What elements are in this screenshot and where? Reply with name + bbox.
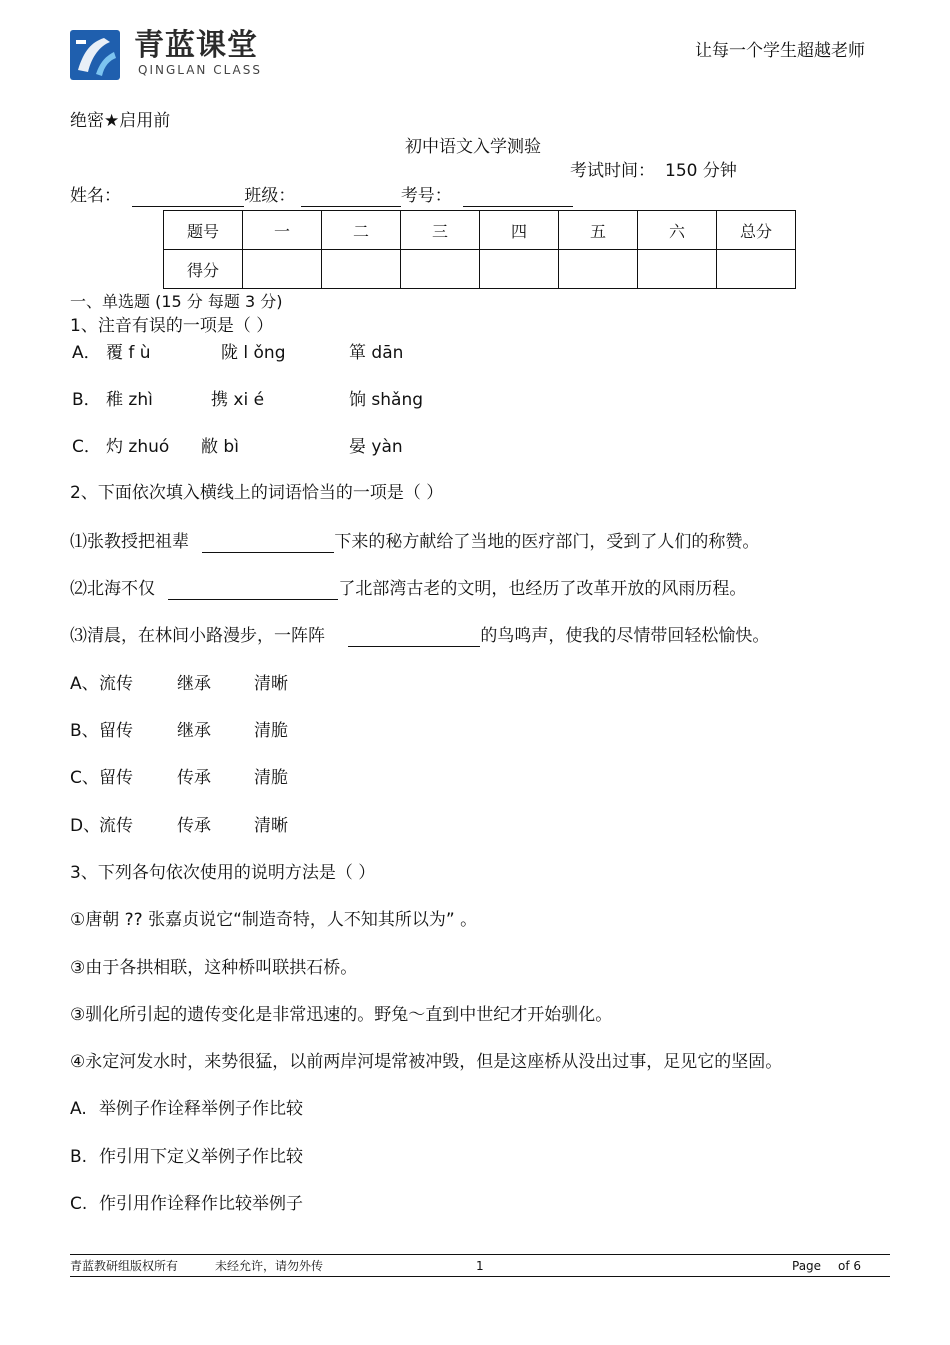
q2-blank-2[interactable]	[168, 583, 338, 600]
section-heading: 一、单选题 (15 分 每题 3 分)	[70, 292, 283, 311]
q2-option-a-label: A、	[70, 674, 99, 694]
q2-sentence-3	[70, 625, 769, 647]
q1-option-b-item: 携 xi é	[211, 390, 265, 410]
q3-option-c-text: 作引用作诠释作比较举例子	[99, 1194, 303, 1214]
brand-name-cn: 青蓝课堂	[134, 28, 258, 63]
q2-option-b-label: B、	[70, 721, 99, 741]
q3-option-b-label: B.	[70, 1147, 88, 1167]
class-field[interactable]	[301, 190, 401, 207]
q2-option-c-item: 传承	[177, 768, 211, 788]
footer-divider-bottom	[70, 1276, 890, 1277]
q2-s3-after: 的鸟鸣声，使我的尽情带回轻松愉快。	[480, 626, 770, 646]
q2-option-a-item: 流传	[99, 674, 133, 694]
student-info-row	[70, 185, 573, 207]
q1-option-b-item: 饷 shǎng	[349, 390, 424, 410]
q1-option-c-item: 灼 zhuó	[106, 437, 170, 457]
q2-option-b-item: 清脆	[254, 721, 288, 741]
score-row-label: 得分	[164, 250, 243, 289]
score-input-cell[interactable]	[243, 250, 322, 289]
q2-s1-after: 下来的秘方献给了当地的医疗部门，受到了人们的称赞。	[334, 532, 760, 552]
question-2-stem: 2、下面依次填入横线上的词语恰当的一项是（ ）	[70, 483, 444, 503]
score-table-score-row	[164, 250, 796, 289]
score-cell: 总分	[717, 211, 796, 250]
q3-option-a-label: A.	[70, 1099, 87, 1119]
q3-option-b-text: 作引用下定义举例子作比较	[99, 1147, 303, 1167]
footer-page-number: 1	[476, 1259, 484, 1273]
score-cell: 五	[559, 211, 638, 250]
q1-option-a-item: 覆 f ù	[106, 343, 151, 363]
footer-notice: 未经允许，请勿外传	[215, 1259, 324, 1273]
number-label: 考号：	[400, 186, 452, 206]
q2-option-c-item: 留传	[99, 768, 133, 788]
q2-s2-after: 了北部湾古老的文明，也经历了改革开放的风雨历程。	[338, 579, 747, 599]
q1-option-c-item: 敝 bì	[201, 437, 239, 457]
q2-sentence-2	[70, 578, 746, 600]
q3-sentence-3: ③驯化所引起的遗传变化是非常迅速的。野兔～直到中世纪才开始驯化。	[70, 1005, 613, 1025]
q1-option-b-item: 稚 zhì	[106, 390, 153, 410]
q3-sentence-1: ①唐朝 ?? 张嘉贞说它“制造奇特，人不知其所以为” 。	[70, 910, 478, 930]
q2-option-c-item: 清脆	[254, 768, 288, 788]
score-input-cell[interactable]	[717, 250, 796, 289]
footer-page-total: of 6	[838, 1259, 862, 1273]
number-field[interactable]	[463, 190, 573, 207]
score-input-cell[interactable]	[559, 250, 638, 289]
brand-logo-mark	[70, 30, 120, 80]
q1-option-c-label: C．	[72, 437, 101, 457]
q2-option-d-item: 清晰	[254, 816, 288, 836]
score-cell: 四	[480, 211, 559, 250]
name-label: 姓名：	[70, 186, 121, 206]
question-3-stem: 3、下列各句依次使用的说明方法是（ ）	[70, 863, 376, 883]
question-1-stem: 1、注音有误的一项是（ ）	[70, 316, 274, 336]
q1-option-a-item: 陇 l ǒng	[221, 343, 286, 363]
confidential-mark: 绝密★启用前	[70, 111, 171, 131]
q2-option-d-label: D、	[70, 816, 101, 836]
score-table-header-row	[164, 211, 796, 250]
q2-option-d-item: 流传	[99, 816, 133, 836]
q2-option-b-item: 留传	[99, 721, 133, 741]
score-input-cell[interactable]	[401, 250, 480, 289]
score-input-cell[interactable]	[638, 250, 717, 289]
q2-s1-before: ⑴张教授把祖辈	[70, 532, 189, 552]
footer-divider-top	[70, 1254, 890, 1255]
brand-name-en: QINGLAN CLASS	[138, 63, 263, 77]
exam-time-value: 150 分钟	[665, 161, 737, 181]
exam-time-label: 考试时间：	[570, 161, 655, 181]
score-cell: 二	[322, 211, 401, 250]
score-cell: 三	[401, 211, 480, 250]
q2-option-a-item: 清晰	[254, 674, 288, 694]
q2-option-b-item: 继承	[177, 721, 211, 741]
score-cell: 一	[243, 211, 322, 250]
q2-s2-before: ⑵北海不仅	[70, 579, 155, 599]
q3-option-c-label: C.	[70, 1194, 88, 1214]
score-input-cell[interactable]	[480, 250, 559, 289]
exam-title: 初中语文入学测验	[405, 137, 541, 157]
q1-option-a-label: A．	[72, 343, 101, 363]
score-input-cell[interactable]	[322, 250, 401, 289]
header-slogan: 让每一个学生超越老师	[695, 41, 865, 61]
q2-option-c-label: C、	[70, 768, 99, 788]
q2-option-d-item: 传承	[177, 816, 211, 836]
q2-s3-before: ⑶清晨，在林间小路漫步，一阵阵	[70, 626, 325, 646]
q3-sentence-4: ④永定河发水时，来势很猛，以前两岸河堤常被冲毁，但是这座桥从没出过事，足见它的坚固。	[70, 1052, 783, 1072]
q2-option-a-item: 继承	[177, 674, 211, 694]
footer-page-label: Page	[792, 1259, 822, 1273]
q2-blank-3[interactable]	[348, 630, 480, 647]
q1-option-b-label: B．	[72, 390, 101, 410]
score-table	[163, 210, 796, 289]
q3-sentence-2: ③由于各拱相联，这种桥叫联拱石桥。	[70, 958, 358, 978]
class-label: 班级：	[244, 186, 296, 206]
footer-copyright: 青蓝教研组版权所有	[70, 1259, 179, 1273]
q3-option-a-text: 举例子作诠释举例子作比较	[99, 1099, 303, 1119]
name-field[interactable]	[132, 190, 244, 207]
score-cell: 题号	[164, 211, 243, 250]
q2-blank-1[interactable]	[202, 536, 334, 553]
q1-option-c-item: 晏 yàn	[349, 437, 403, 457]
score-cell: 六	[638, 211, 717, 250]
q1-option-a-item: 箪 dān	[349, 343, 404, 363]
q2-sentence-1	[70, 531, 759, 553]
